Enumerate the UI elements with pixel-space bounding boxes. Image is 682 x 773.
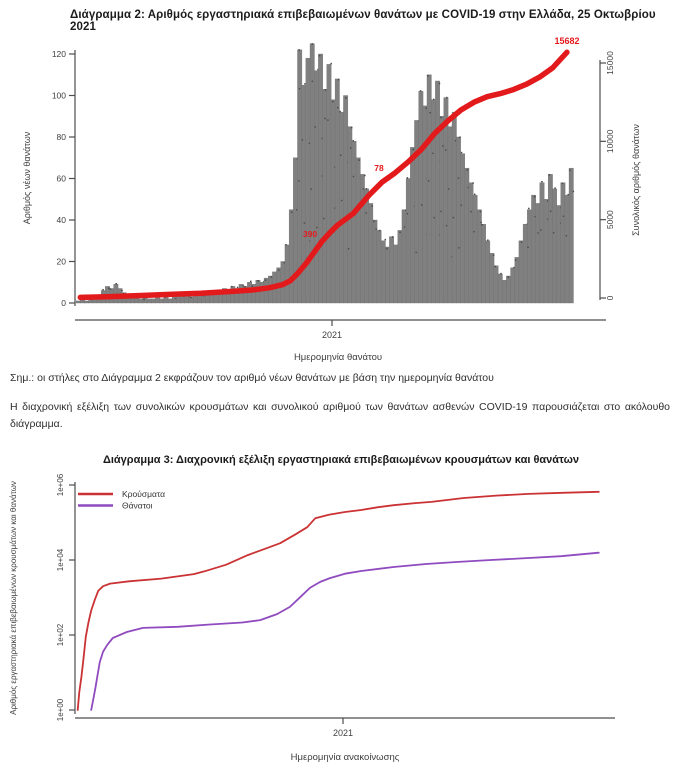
bar [339,112,343,303]
bar [502,280,506,303]
x-axis [75,718,615,763]
bar [477,210,481,303]
left-axis [22,49,75,308]
daily-deaths-bars [76,43,574,303]
bar [511,268,515,303]
chart2-title: Διάγραμμα 2: Αριθμός εργαστηριακά επιβεβαιωμένων θανάτων με COVID-19 στην Ελλάδα, 25 Οκτωβρίου 2021 [70,9,656,33]
bar [435,81,439,303]
bar [423,106,427,303]
bar [490,253,494,303]
left-axis-tick-label: 40 [56,215,66,225]
bar [369,203,373,303]
cumulative-value-label: 15682 [554,36,580,46]
bar [469,183,473,303]
left-axis-tick-label: 1e+00 [56,698,65,722]
bar [398,230,402,303]
x-axis [75,320,606,363]
bar [569,168,573,303]
bar [473,195,477,303]
legend-label: Κρούσματα [122,489,166,499]
cumulative-value-label: 78 [374,163,384,173]
bar [377,230,381,303]
bar [536,203,540,303]
bar [160,299,164,303]
bar [147,299,151,303]
legend [78,489,165,511]
left-axis-tick-label: 1e+06 [56,473,65,497]
bar [172,297,176,303]
bar [414,120,418,303]
bar [84,301,88,303]
bar [389,237,393,303]
right-axis [600,51,641,300]
cases-line [78,492,599,710]
left-axis-title: Αριθμός εργαστηριακά επιβεβαιωμένων κρουσμάτων και θανάτων [9,481,18,715]
bar [485,241,489,303]
bar [427,75,431,303]
right-axis-tick-label: 5000 [605,210,615,230]
bar [343,96,347,304]
bar [260,282,264,303]
right-axis-tick-label: 10000 [605,129,615,154]
bar [460,154,464,303]
bar [540,183,544,303]
bar [481,224,485,303]
bar [527,210,531,303]
bar [356,158,360,303]
bar [293,158,297,303]
bar [310,44,314,303]
bar [364,189,368,303]
chart3-figure [0,440,682,773]
bar [544,199,548,303]
bar [410,147,414,303]
bar [314,71,318,303]
left-axis-tick-label: 120 [51,49,66,59]
bar [285,245,289,303]
x-axis-title: Ημερομηνία θανάτου [293,352,383,363]
x-axis-tick-label: 2021 [332,728,354,738]
x-axis-title: Ημερομηνία ανακοίνωσης [290,752,400,763]
left-axis-tick-label: 100 [51,90,66,101]
bar [548,174,552,303]
bar [385,247,389,303]
bar [519,241,523,303]
bar [155,297,159,303]
left-axis-tick-label: 0 [61,298,66,308]
bar [394,245,398,303]
bar [552,189,556,303]
bar [506,276,510,303]
bar [531,195,535,303]
bar [181,297,185,303]
bar [494,266,498,303]
bar [557,205,561,303]
bar [565,195,569,303]
bar [456,137,460,303]
bar [335,79,339,303]
bar [444,98,448,303]
bar [498,274,502,303]
bar [373,220,377,303]
bar [381,241,385,303]
bar [239,284,243,303]
left-axis [9,473,75,721]
bar [561,183,565,303]
bar [168,299,172,303]
bar [352,141,356,303]
bar [523,224,527,303]
bar [419,91,423,303]
right-axis-title: Συνολικός αριθμός θανάτων [631,124,641,236]
bar [440,116,444,303]
legend-label: Θάνατοι [122,500,153,511]
bar [139,299,143,303]
bar [318,54,322,303]
bar [331,100,335,303]
left-axis-tick-label: 20 [56,256,66,267]
bar [289,210,293,303]
chart2-figure [0,0,682,370]
left-axis-tick-label: 60 [56,173,66,184]
bar [448,127,452,303]
bar [151,299,155,303]
bar [515,257,519,303]
body-paragraph: Η διαχρονική εξέλιξη των συνολικών κρουσμάτων και συνολικού αριθμού των θανάτων ασθενών COVID-19 παρουσιάζεται στο ακόλουθο διάγραμμα. [10,401,670,430]
bar [327,64,331,303]
left-axis-tick-label: 1e+04 [56,548,65,572]
bar [465,168,469,303]
left-axis-tick-label: 80 [56,132,66,142]
bar [402,210,406,303]
right-axis-tick-label: 0 [605,295,615,301]
bar [323,89,327,303]
right-axis-tick-label: 15000 [605,51,615,75]
chart3-title: Διάγραμμα 3: Διαχρονική εξέλιξη εργαστηριακά επιβεβαιωμένων κρουσμάτων και θανάτων [102,454,580,466]
bar [406,179,410,304]
x-axis-tick-label: 2021 [321,330,343,340]
cumulative-value-label: 390 [302,229,318,239]
bar [360,174,364,303]
left-axis-tick-label: 1e+02 [56,623,65,647]
bar [76,301,80,303]
left-axis-title: Αριθμός νέων θανάτων [22,131,32,225]
note-text: Σημ.: οι στήλες στο Διάγραμμα 2 εκφράζουν τον αριθμό νέων θανάτων με βάση την ημερομηνία θανάτου [10,372,494,384]
deaths-line [91,553,599,710]
